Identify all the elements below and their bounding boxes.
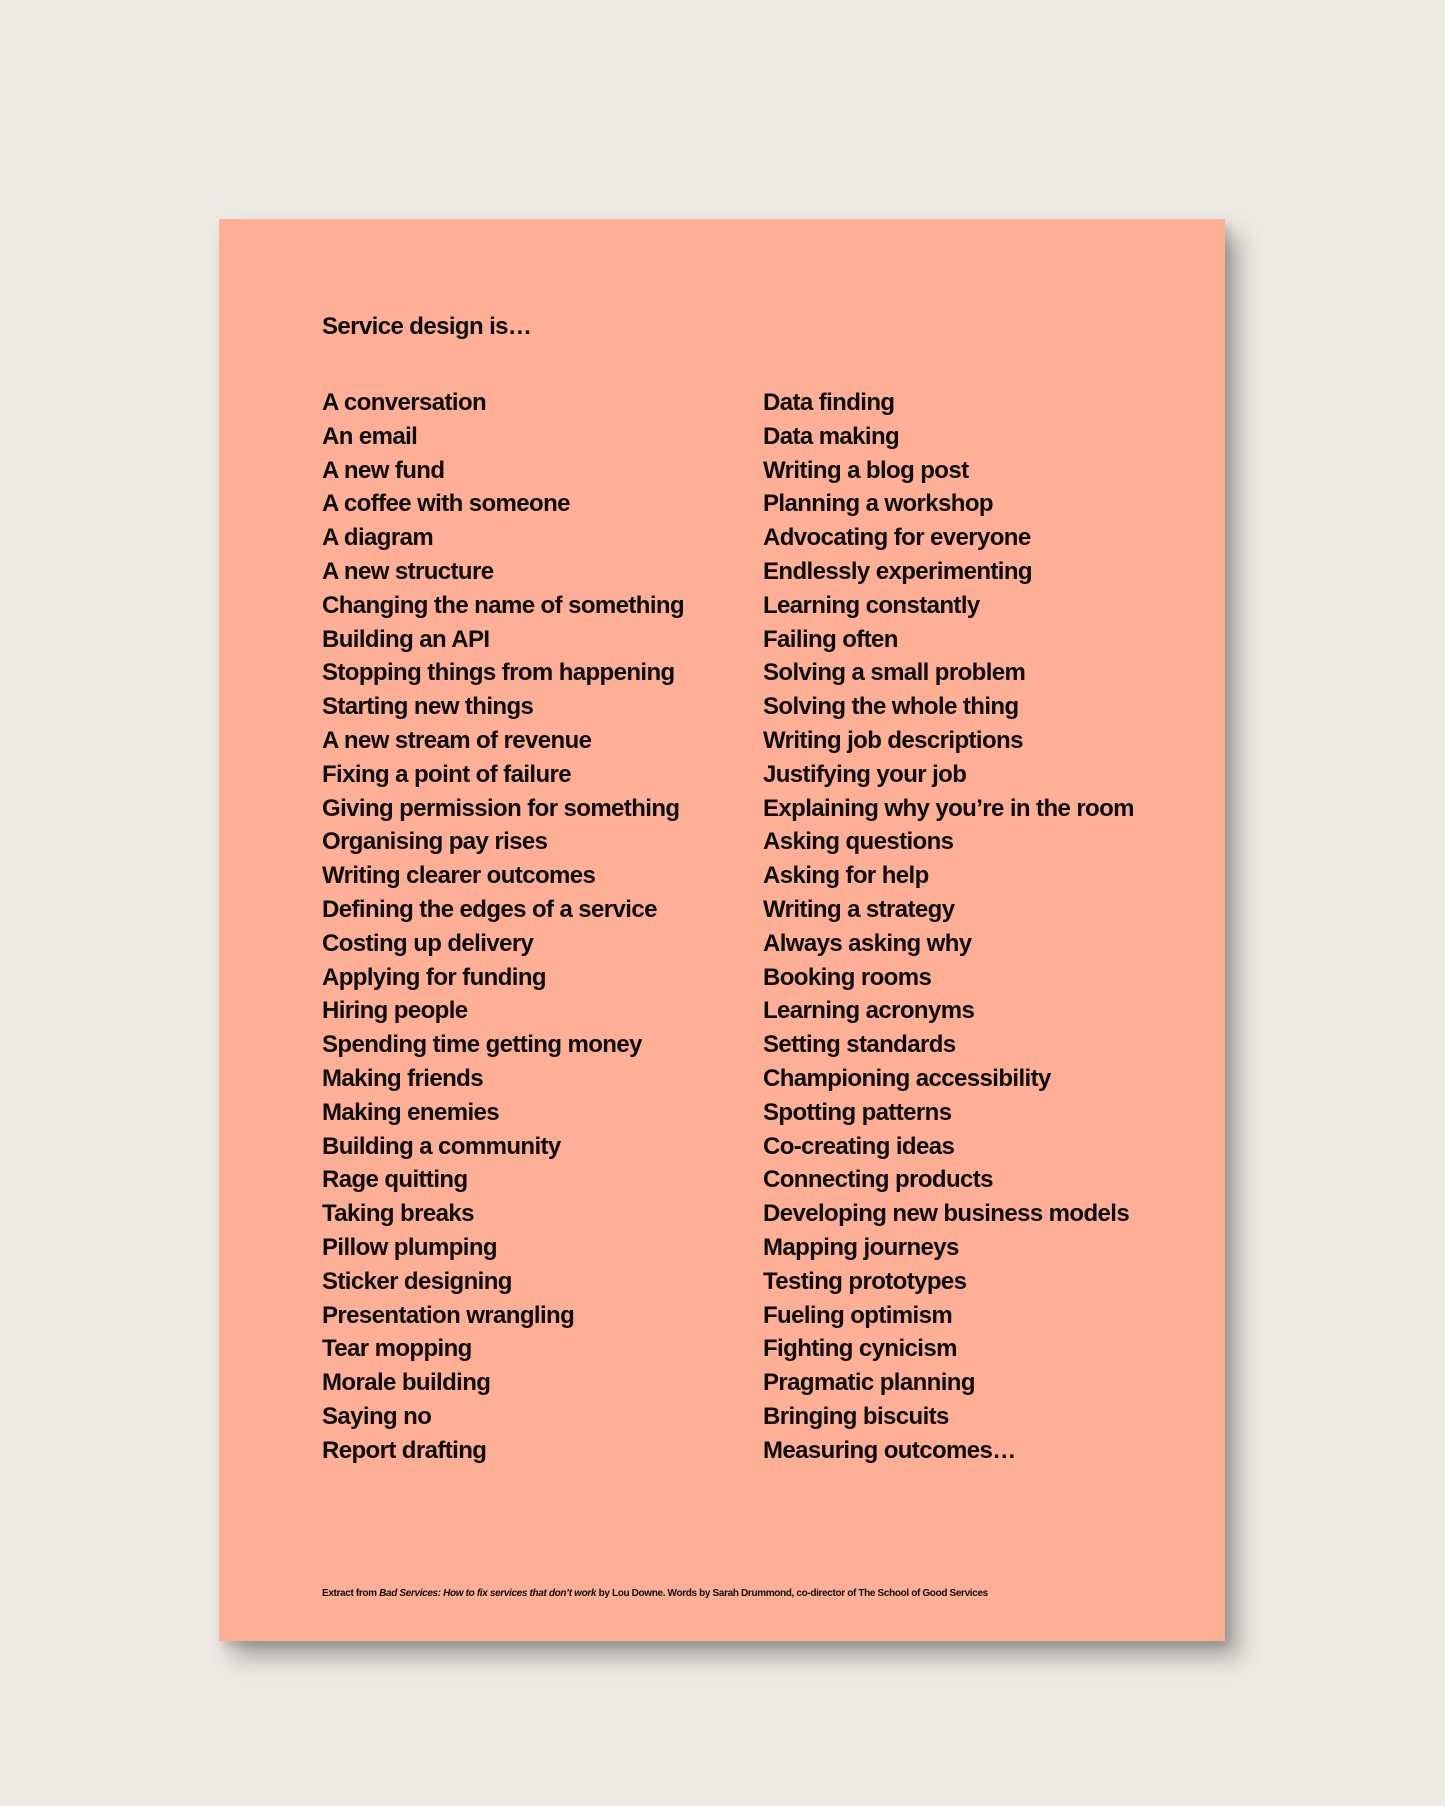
list-item: Pragmatic planning — [763, 1369, 975, 1397]
list-item: Changing the name of something — [322, 591, 685, 619]
left-column-list — [322, 386, 684, 1468]
list-item: Report drafting — [322, 1436, 487, 1464]
list-item: Fueling optimism — [763, 1301, 953, 1329]
list-item: Organising pay rises — [322, 828, 548, 856]
list-item: Failing often — [763, 625, 898, 653]
list-item: A new fund — [322, 456, 445, 484]
list-item: Costing up delivery — [322, 929, 534, 957]
list-item: Mapping journeys — [763, 1233, 959, 1261]
list-item: Spending time getting money — [322, 1031, 642, 1059]
list-item: Planning a workshop — [763, 490, 993, 518]
list-item: A new structure — [322, 557, 494, 585]
list-item: Writing clearer outcomes — [322, 862, 596, 890]
list-item: A conversation — [322, 389, 487, 416]
list-item: Presentation wrangling — [322, 1301, 575, 1329]
list-item: A coffee with someone — [322, 490, 570, 518]
list-item: Always asking why — [763, 929, 972, 957]
list-item: Spotting patterns — [763, 1098, 952, 1126]
list-item: Solving a small problem — [763, 659, 1026, 687]
list-item: Learning acronyms — [763, 997, 975, 1025]
list-item: Defining the edges of a service — [322, 895, 657, 923]
list-item: Writing a strategy — [763, 895, 955, 923]
list-item: Applying for funding — [322, 963, 546, 991]
list-item: Measuring outcomes… — [763, 1436, 1016, 1464]
list-item: Saying no — [322, 1402, 432, 1430]
footer-prefix: Extract from — [322, 1588, 380, 1599]
footer-book-title: Bad Services: How to fix services that don’t work — [379, 1588, 597, 1599]
list-item: Making enemies — [322, 1098, 500, 1126]
footer-credit — [322, 1589, 988, 1599]
list-item: Morale building — [322, 1369, 491, 1397]
list-item: Developing new business models — [763, 1200, 1130, 1228]
list-item: Setting standards — [763, 1031, 956, 1059]
poster — [219, 219, 1225, 1641]
list-item: Hiring people — [322, 997, 468, 1025]
right-column-list — [763, 386, 1134, 1468]
list-item: An email — [322, 422, 418, 450]
footer-suffix: by Lou Downe. Words by Sarah Drummond, co-director of The School of Good Services — [596, 1588, 988, 1599]
list-item: Taking breaks — [322, 1200, 474, 1228]
list-item: Pillow plumping — [322, 1233, 497, 1261]
list-item: Data making — [763, 422, 900, 450]
list-item: A diagram — [322, 524, 434, 552]
list-item: Asking questions — [763, 828, 954, 856]
list-item: Booking rooms — [763, 963, 932, 991]
list-item: Giving permission for something — [322, 794, 680, 822]
list-item: Bringing biscuits — [763, 1402, 949, 1430]
list-item: Building an API — [322, 625, 490, 653]
list-item: Data finding — [763, 389, 895, 416]
list-item: Starting new things — [322, 693, 534, 721]
list-item: Fighting cynicism — [763, 1335, 957, 1363]
list-item: Explaining why you’re in the room — [763, 794, 1134, 822]
list-item: Sticker designing — [322, 1267, 512, 1295]
list-item: Solving the whole thing — [763, 693, 1019, 721]
list-item: Testing prototypes — [763, 1267, 967, 1295]
list-item: Learning constantly — [763, 591, 980, 619]
list-item: Stopping things from happening — [322, 659, 675, 687]
list-item: Tear mopping — [322, 1335, 472, 1363]
list-item: Fixing a point of failure — [322, 760, 572, 788]
list-item: Asking for help — [763, 862, 929, 890]
list-item: Co-creating ideas — [763, 1132, 955, 1160]
list-item: A new stream of revenue — [322, 726, 592, 754]
list-item: Writing a blog post — [763, 456, 969, 484]
list-item: Connecting products — [763, 1166, 993, 1194]
list-item: Rage quitting — [322, 1166, 468, 1194]
list-item: Building a community — [322, 1132, 561, 1160]
poster-title: Service design is… — [322, 313, 532, 340]
list-item: Writing job descriptions — [763, 726, 1023, 754]
list-item: Championing accessibility — [763, 1064, 1051, 1092]
list-item: Making friends — [322, 1064, 483, 1092]
list-item: Endlessly experimenting — [763, 557, 1032, 585]
list-item: Advocating for everyone — [763, 524, 1031, 552]
list-item: Justifying your job — [763, 760, 967, 788]
